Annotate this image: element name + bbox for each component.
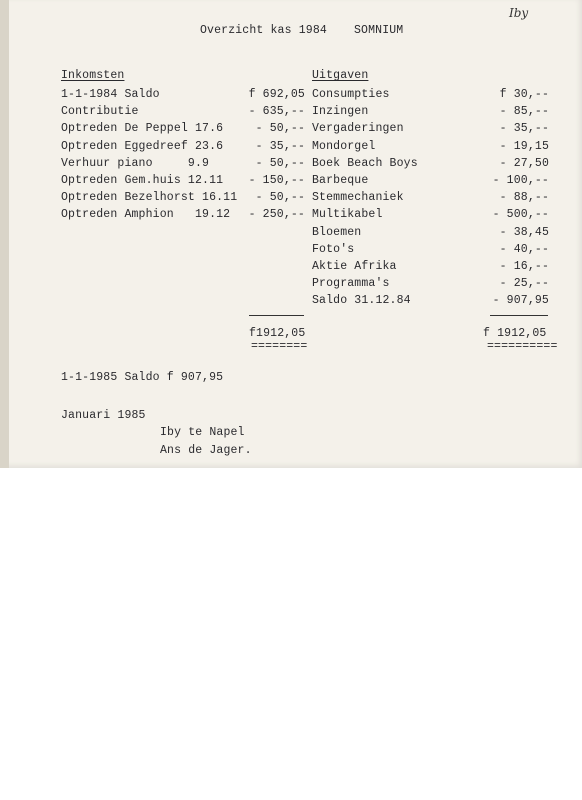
expense-row-desc: Saldo 31.12.84 [312,294,411,308]
income-row-desc: Optreden Eggedreef 23.6 [61,139,224,153]
income-total: f1912,05 [249,327,306,340]
paper-edge [0,0,9,468]
expense-row-amount: - 88,-- [499,191,549,205]
document-title: Overzicht kas 1984 [200,24,327,37]
expense-row-desc: Inzingen [312,105,369,119]
expense-row-desc: Multikabel [312,208,383,222]
expense-row-desc: Boek Beach Boys [312,156,418,170]
expense-row-desc: Vergaderingen [312,122,404,136]
expense-row-amount: - 25,-- [499,277,549,291]
income-row-desc: Verhuur piano 9.9 [61,156,210,170]
expense-total: f 1912,05 [483,327,547,340]
new-balance: 1-1-1985 Saldo f 907,95 [61,371,224,384]
income-row-amount: - 635,-- [248,105,305,119]
income-row-amount: - 250,-- [248,208,305,222]
signatory-2: Ans de Jager. [160,444,252,457]
expense-row-desc: Bloemen [312,225,362,239]
income-row-desc: Optreden Bezelhorst 16.11 [61,191,238,205]
expense-row-amount: f 30,-- [499,88,549,101]
expense-row-amount: - 907,95 [492,294,549,308]
expense-sum-line [490,315,548,316]
expense-row-amount: - 38,45 [499,225,549,239]
expense-row-amount: - 85,-- [499,105,549,119]
organization-name: SOMNIUM [354,24,404,37]
expense-row-amount: - 16,-- [499,260,549,273]
income-row-amount: - 50,-- [255,156,305,170]
expense-row-amount: - 35,-- [499,122,549,136]
expense-row-desc: Foto's [312,242,355,256]
expense-row-amount: - 100,-- [492,174,549,187]
income-row-desc: 1-1-1984 Saldo [61,88,160,101]
income-row-amount: - 150,-- [248,174,305,187]
income-sum-line [249,315,304,316]
income-total-rule: ======== [251,340,308,353]
expense-row-desc: Aktie Afrika [312,260,397,273]
income-row-amount: f 692,05 [248,88,305,101]
blank-area [0,468,582,800]
expense-row-amount: - 27,50 [499,156,549,170]
expense-row-amount: - 500,-- [492,208,549,222]
expense-row-desc: Mondorgel [312,139,376,153]
expense-row-amount: - 40,-- [499,242,549,256]
income-row-amount: - 35,-- [255,139,305,153]
signatory-1: Iby te Napel [160,426,245,439]
expense-row-desc: Barbeque [312,174,369,187]
income-row-desc: Optreden Gem.huis 12.11 [61,174,224,187]
income-row-desc: Optreden De Peppel 17.6 [61,122,224,136]
expense-row-desc: Stemmechaniek [312,191,404,205]
income-row-desc: Contributie [61,105,139,119]
date-line: Januari 1985 [61,409,146,422]
expense-row-amount: - 19,15 [499,139,549,153]
expense-row-desc: Consumpties [312,88,390,101]
expense-header: Uitgaven [312,69,369,82]
income-row-amount: - 50,-- [255,122,305,136]
income-row-amount: - 50,-- [255,191,305,205]
handwritten-note: Iby [509,6,529,20]
expense-row-desc: Programma's [312,277,390,291]
expense-total-rule: ========== [487,340,558,353]
income-header: Inkomsten [61,69,125,82]
income-row-desc: Optreden Amphion 19.12 [61,208,231,222]
